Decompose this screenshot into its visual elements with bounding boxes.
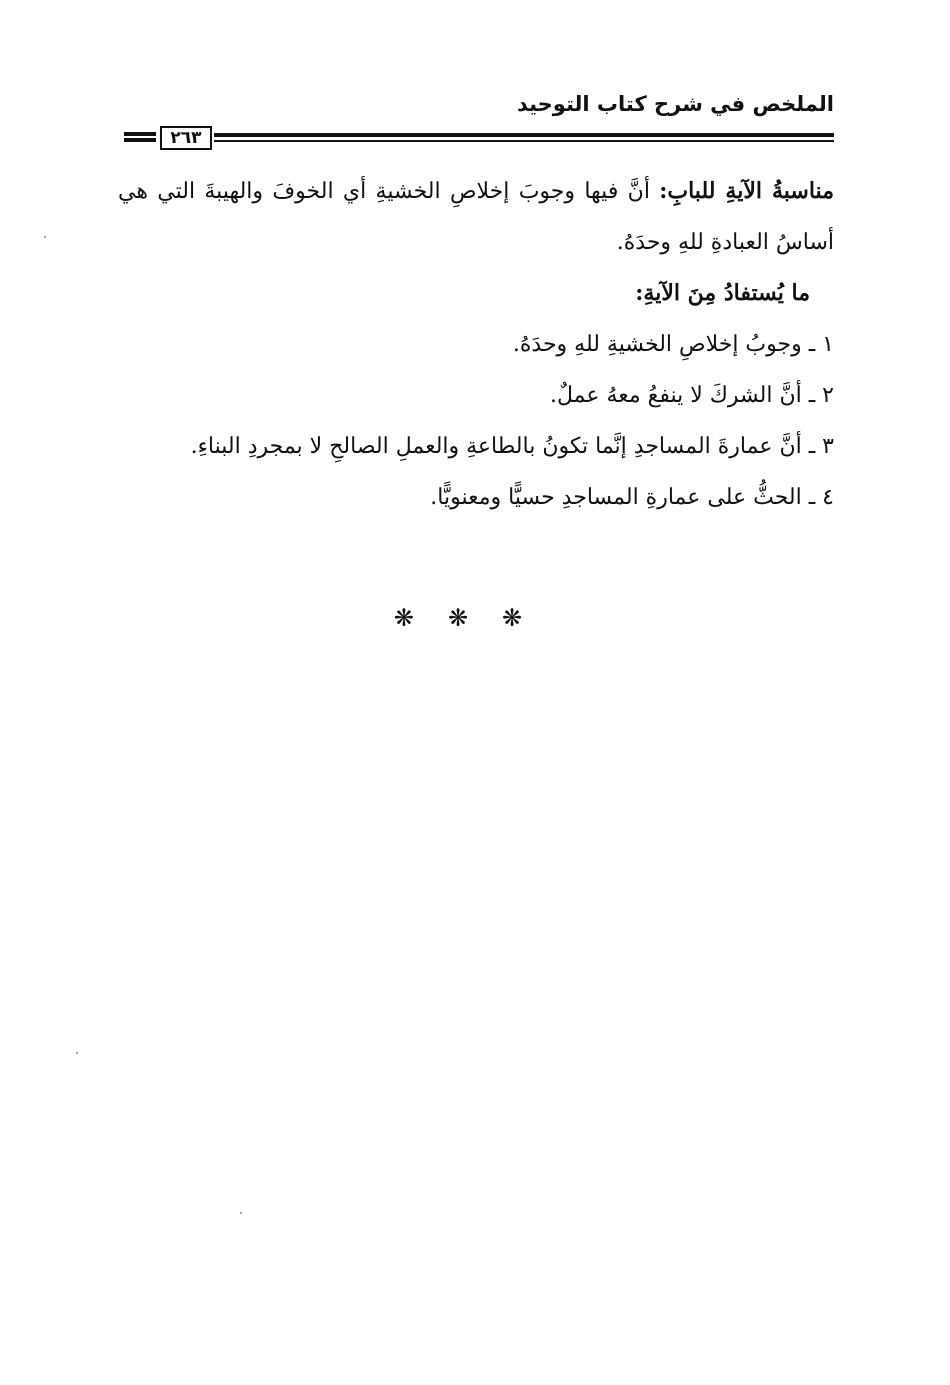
page-number: ٢٦٣ [160,126,212,150]
benefits-heading: ما يُستفادُ مِنَ الآيةِ: [635,280,810,306]
header-ornament [124,132,156,144]
list-item: ٣ ـ أنَّ عمارةَ المساجدِ إنَّما تكونُ بالطاعةِ والعملِ الصالحِ لا بمجردِ البناءِ. [190,434,834,459]
intro-paragraph [118,166,834,268]
list-item: ١ ـ وجوبُ إخلاصِ الخشيةِ للهِ وحدَهُ. [512,332,834,357]
scan-speck [44,236,46,238]
intro-heading: مناسبةُ الآيةِ للبابِ: [659,178,834,204]
benefits-list [118,319,834,523]
header-rule [214,133,834,137]
scan-speck [76,1052,78,1054]
intro-text: أنَّ فيها وجوبَ إخلاصِ الخشيةِ أي الخوفَ والهيبةَ التي هي أساسُ العبادةِ للهِ وحدَهُ. [118,179,834,255]
header-rule-thin [214,140,834,142]
scan-speck [240,1212,242,1214]
running-title: الملخص في شرح كتاب التوحيد [516,92,834,116]
list-item: ٢ ـ أنَّ الشركَ لا ينفعُ معهُ عملٌ. [549,383,834,408]
list-item: ٤ ـ الحثُّ على عمارةِ المساجدِ حسيًّا ومعنويًّا. [430,485,834,510]
main-text [118,166,834,523]
section-separator: ❋❋❋ [393,604,557,632]
